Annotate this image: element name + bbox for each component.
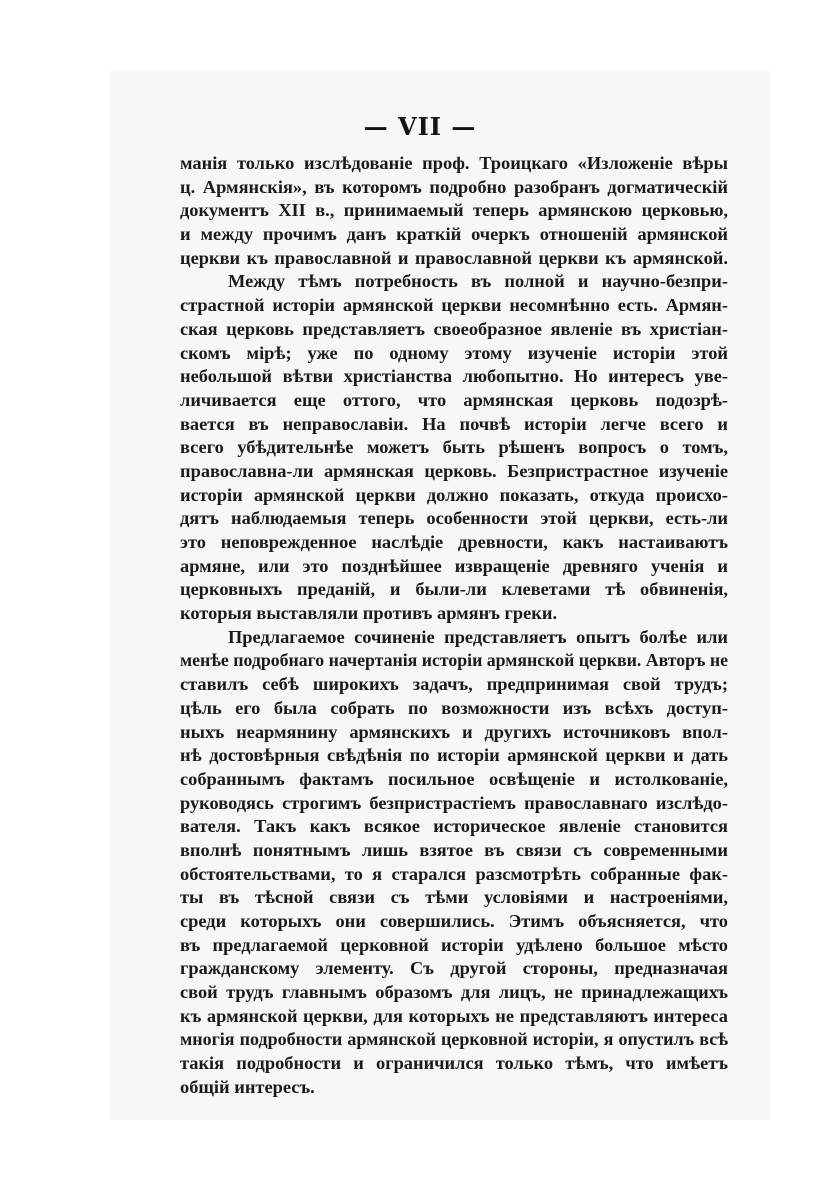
body-text [180,152,728,1100]
text-line: цѣль его была собрать по возможности изъ всѣхъ доступ- [180,697,728,718]
text-line: вателя. Такъ какъ всякое историческое явленіе становится [180,816,728,837]
text-line: свой трудъ главнымъ образомъ для лицъ, не принадлежащихъ [180,982,728,1003]
text-line: страстной исторіи армянской церкви несомнѣнно есть. Армян- [180,295,728,316]
text-line: всего убѣдительнѣе можетъ быть рѣшенъ вопросъ о томъ, [180,437,728,458]
text-line: дятъ наблюдаемыя теперь особенности этой церкви, есть-ли [180,508,728,529]
text-line: исторіи армянской церкви должно показать, откуда происхо- [180,484,728,505]
text-line: это неповрежденное наслѣдіе древности, какъ настаиваютъ [180,532,728,552]
text-line: ставилъ себѣ широкихъ задачъ, предпринимая свой трудъ; [180,674,728,695]
text-line: манія только изслѣдованіе проф. Троицкаго «Изложеніе вѣры [180,153,728,173]
paragraph-1 [180,152,728,270]
text-line: въ предлагаемой церковной исторіи удѣлено большое мѣсто [180,934,728,955]
text-line: собраннымъ фактамъ посильное освѣщеніе и истолкованіе, [180,768,728,789]
text-line: которыя выставляли противъ армянъ греки. [180,603,558,624]
text-line: гражданскому элементу. Съ другой стороны, предназначая [180,958,728,979]
text-line: многія подробности армянской церковной исторіи, я опустилъ всѣ [180,1029,728,1050]
text-line: армяне, или это позднѣйшее извращеніе древняго ученія и [180,555,728,576]
text-line: вполнѣ понятнымъ лишь взятое въ связи съ современными [180,839,728,860]
paragraph-2 [180,270,728,625]
paragraph-3 [180,626,728,1100]
text-line: скомъ мірѣ; уже по одному этому изученіе исторіи этой [180,342,728,363]
text-line: ныхъ неармянину армянскихъ и другихъ источниковъ впол- [180,721,728,742]
text-line: ты въ тѣсной связи съ тѣми условіями и настроеніями, [180,887,728,908]
text-line: и между прочимъ данъ краткій очеркъ отношеній армянской [180,224,728,245]
text-line: вается въ неправославіи. На почвѣ исторіи легче всего и [180,413,728,434]
text-line: церкви къ православной и православной церкви къ армянской. [180,247,728,268]
text-line: личивается еще оттого, что армянская церковь подозрѣ- [180,389,728,410]
text-line: обстоятельствами, то я старался разсмотрѣть собранные фак- [180,863,728,884]
text-line: ц. Армянскія», въ которомъ подробно разобранъ догматическій [180,176,728,197]
page-number: — VII — [363,112,477,141]
text-line: руководясь строгимъ безпристрастіемъ православнаго изслѣдо- [180,792,728,813]
text-line: Между тѣмъ потребность въ полной и научно-безпри- [228,271,728,292]
text-line: церковныхъ преданій, и были-ли клеветами тѣ обвиненія, [180,579,728,600]
text-line: менѣе подробнаго начертанія исторіи армянской церкви. Авторъ не [180,650,728,671]
text-line: нѣ достовѣрныя свѣдѣнія по исторіи армянской церкви и дать [180,745,728,766]
text-line: такія подробности и ограничился только тѣмъ, что имѣетъ [180,1053,728,1074]
text-line: документъ XII в., принимаемый теперь армянскою церковью, [180,200,728,221]
text-line: къ армянской церкви, для которыхъ не представляютъ интереса [180,1005,728,1026]
text-line: Предлагаемое сочиненіе представляетъ опытъ болѣе или [228,626,728,647]
text-line: среди которыхъ они совершились. Этимъ объясняется, что [180,911,728,931]
text-line: ская церковь представляетъ своеобразное явленіе въ христіан- [180,318,728,339]
text-line: православна-ли армянская церковь. Безпристрастное изученіе [180,460,728,481]
text-line: общій интересъ. [180,1076,315,1097]
text-line: небольшой вѣтви христіанства любопытно. Но интересъ уве- [180,366,728,387]
